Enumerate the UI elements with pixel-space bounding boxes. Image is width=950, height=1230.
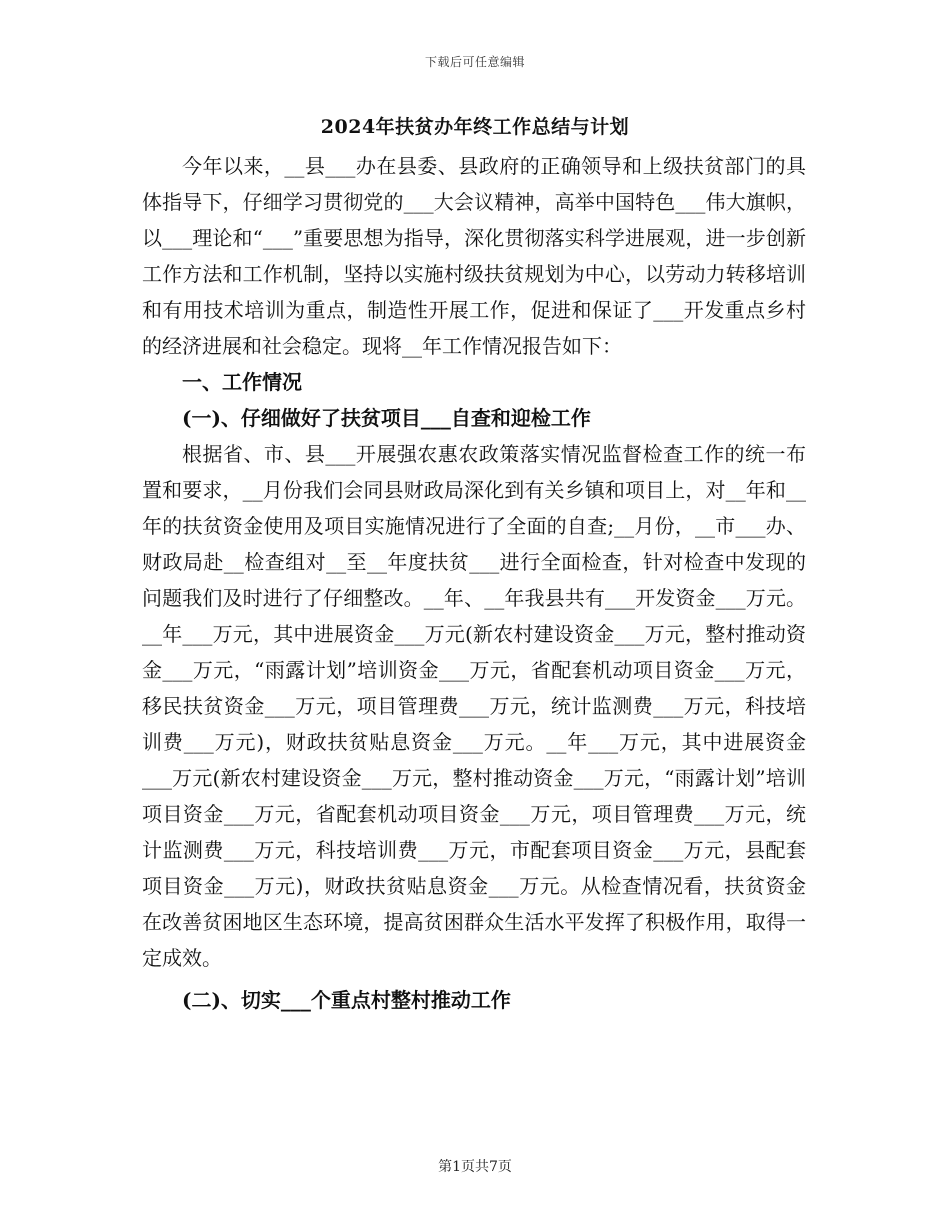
subsection-heading-2: (二)、切实___个重点村整村推动工作 xyxy=(182,988,511,1012)
header-note: 下载后可任意编辑 xyxy=(424,55,525,69)
intro-paragraph: 今年以来，__县___办在县委、县政府的正确领导和上级扶贫部门的具体指导下，仔细学习贯彻党的___大会议精神，高举中国特色___伟大旗帜，以___理论和“___”重要思想为指导，深化贯彻落实科学进展观，进一步创新工作方法和工作机制，坚持以实施村级扶贫规划为中心，以劳动力转移培训和有用技术培训为重点，制造性开展工作，促进和保证了___开发重点乡村的经济进展和社会稳定。现将__年工作情况报告如下： xyxy=(142,154,806,358)
body-paragraph-1: 根据省、市、县___开展强农惠农政策落实情况监督检查工作的统一布置和要求，__月份我们会同县财政局深化到有关乡镇和项目上，对__年和__年的扶贫资金使用及项目实施情况进行了全面的自查;__月份，__市___办、财政局赴__检查组对__至__年度扶贫___进行全面检查，针对检查中发现的问题我们及时进行了仔细整改。__年、__年我县共有___开发资金___万元。__年___万元，其中进展资金___万元(新农村建设资金___万元，整村推动资金___万元，“雨露计划”培训资金___万元，省配套机动项目资金___万元，移民扶贫资金___万元，项目管理费___万元，统计监测费___万元，科技培训费___万元)，财政扶贫贴息资金___万元。__年___万元，其中进展资金___万元(新农村建设资金___万元，整村推动资金___万元，“雨露计划”培训项目资金___万元，省配套机动项目资金___万元，项目管理费___万元，统计监测费___万元，科技培训费___万元，市配套项目资金___万元，县配套项目资金___万元)，财政扶贫贴息资金___万元。从检查情况看，扶贫资金在改善贫困地区生态环境，提高贫困群众生活水平发挥了积极作用，取得一定成效。 xyxy=(142,442,806,970)
subsection-heading-1: (一)、仔细做好了扶贫项目___自查和迎检工作 xyxy=(182,406,591,430)
document-title: 2024年扶贫办年终工作总结与计划 xyxy=(320,116,630,138)
section-heading-work-status: 一、工作情况 xyxy=(182,370,302,394)
page-number: 第1页共7页 xyxy=(438,1159,512,1175)
document-body xyxy=(142,148,806,1018)
